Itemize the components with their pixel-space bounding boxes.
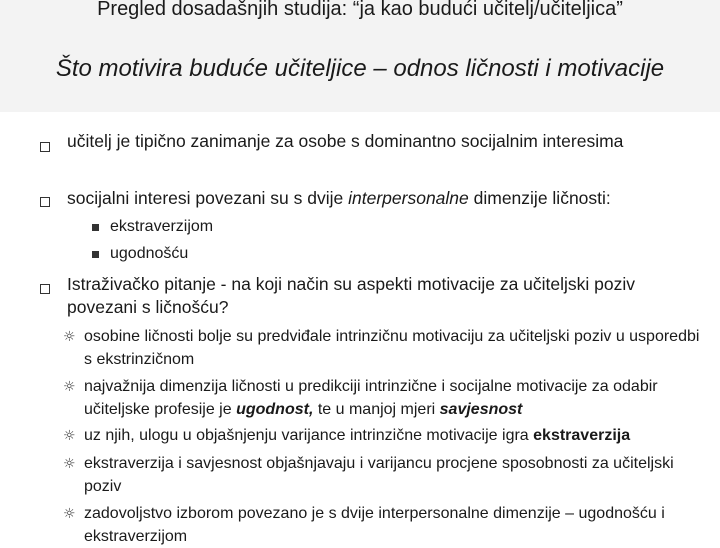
sub-bullet-text	[84, 424, 704, 447]
slide-title: Što motivira buduće učiteljice – odnos ličnosti i motivacije	[55, 55, 665, 82]
emphasis-text: savjesnost	[439, 401, 523, 418]
sub-bullet-text: ugodnošću	[110, 245, 189, 262]
emphasis-text: ekstraverzija	[533, 427, 631, 444]
sub-bullet-text-part: najvažnija dimenzija ličnosti u predikciji intrinzične i socijalne motivacije za odabir učiteljske profesije je	[84, 378, 658, 418]
sub-bullet-text	[84, 375, 704, 421]
bullet-text-part: dimenzije ličnosti:	[468, 188, 611, 208]
sun-bullet-icon: ☼	[63, 506, 76, 522]
bullet-text: Istraživačko pitanje - na koji način su aspekti motivacije za učiteljski poziv povezani s ličnošću?	[67, 274, 636, 317]
sun-bullet-icon: ☼	[63, 379, 76, 395]
hollow-square-bullet-icon	[40, 284, 50, 294]
bullet-text-part: socijalni interesi povezani su s dvije	[67, 188, 349, 208]
filled-square-bullet-icon	[92, 251, 99, 258]
sun-bullet-icon: ☼	[63, 456, 76, 472]
sub-bullet-text: ekstraverzijom	[110, 218, 214, 235]
sub-bullet-text: ekstraverzija i savjesnost objašnjavaju i varijancu procjene sposobnosti za učiteljski poziv	[84, 455, 674, 495]
bullet-text	[67, 187, 697, 210]
emphasis-text: interpersonalne	[348, 188, 469, 208]
emphasis-text: ugodnost,	[236, 401, 314, 418]
hollow-square-bullet-icon	[40, 142, 50, 152]
sun-bullet-icon: ☼	[63, 329, 76, 345]
sub-bullet-text: zadovoljstvo izborom povezano je s dvije interpersonalne dimenzije – ugodnošću i ekstraverzijom	[84, 505, 665, 545]
sub-bullet-text: osobine ličnosti bolje su predviđale intrinzičnu motivaciju za učiteljski poziv u usporedbi s ekstrinzičnom	[84, 328, 700, 368]
sun-bullet-icon: ☼	[63, 428, 76, 444]
hollow-square-bullet-icon	[40, 197, 50, 207]
sub-bullet-text-part: te u manjoj mjeri	[313, 401, 440, 418]
bullet-text: učitelj je tipično zanimanje za osobe s dominantno socijalnim interesima	[67, 131, 624, 151]
filled-square-bullet-icon	[92, 224, 99, 231]
sub-bullet-text-part: uz njih, ulogu u objašnjenju varijance intrinzične motivacije igra	[84, 427, 534, 444]
slide-subtitle: Pregled dosadašnjih studija: “ja kao budući učitelj/učiteljica”	[97, 0, 623, 20]
